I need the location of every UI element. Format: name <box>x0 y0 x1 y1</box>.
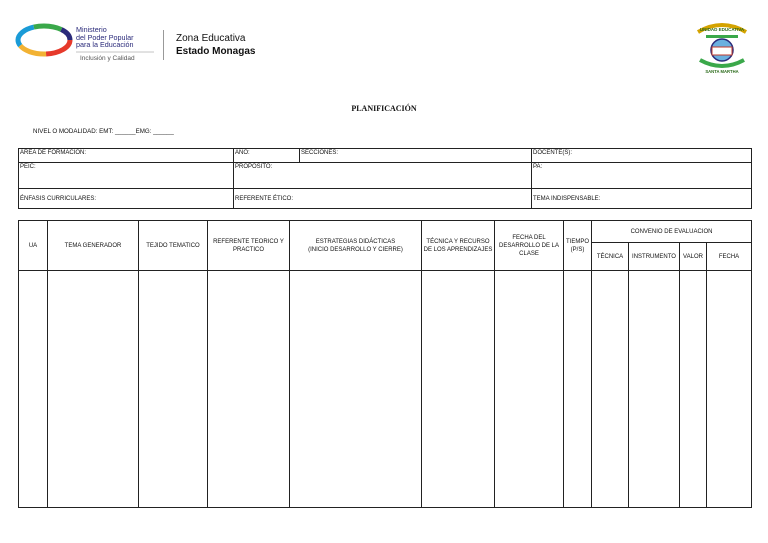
referente-etico-cell: REFERENTE ÉTICO: <box>234 189 532 209</box>
cell-fecha-desarrollo[interactable] <box>495 271 564 508</box>
cell-tejido-tematico[interactable] <box>139 271 208 508</box>
area-formacion-cell: ÁREA DE FORMACIÓN: <box>19 149 234 163</box>
col-tiempo: TIEMPO (P/S) <box>564 221 592 271</box>
secciones-cell: SECCIONES: <box>300 149 532 163</box>
pa-cell: PA: <box>532 163 752 189</box>
cell-ua[interactable] <box>19 271 48 508</box>
planning-table <box>18 220 752 508</box>
cell-tiempo[interactable] <box>564 271 592 508</box>
cell-fecha[interactable] <box>707 271 752 508</box>
peic-cell: PEIC: <box>19 163 234 189</box>
cell-valor[interactable] <box>680 271 707 508</box>
col-convenio-evaluacion: CONVENIO DE EVALUACION <box>592 221 752 243</box>
cell-estrategias[interactable] <box>290 271 422 508</box>
col-tema-generador: TEMA GENERADOR <box>48 221 139 271</box>
proposito-cell: PROPÓSITO: <box>234 163 532 189</box>
col-instrumento: INSTRUMENTO <box>629 243 680 271</box>
school-logo-top-text: UNIDAD EDUCATIVA <box>699 27 745 32</box>
docentes-cell: DOCENTE(S): <box>532 149 752 163</box>
zona-educativa: Zona Educativa <box>176 33 246 44</box>
school-logo-bottom-text: SANTA MARTHA <box>705 69 739 74</box>
cell-tecnica[interactable] <box>592 271 629 508</box>
col-referente-teorico: REFERENTE TEORICO Y PRACTICO <box>208 221 290 271</box>
nivel-modalidad: NIVEL O MODALIDAD: EMT: ______EMG: ______ <box>33 128 174 135</box>
header-divider <box>163 30 164 60</box>
ministry-name <box>76 26 134 49</box>
enfasis-cell: ÉNFASIS CURRICULARES: <box>19 189 234 209</box>
estado-monagas: Estado Monagas <box>176 46 256 57</box>
estrategias-label: ESTRATEGIAS DIDÁCTICAS <box>315 238 396 245</box>
ministry-line-2: del Poder Popular <box>76 32 134 42</box>
cell-tema-generador[interactable] <box>48 271 139 508</box>
table-row <box>19 271 752 508</box>
school-logo <box>692 20 752 76</box>
page-title: PLANIFICACIÓN <box>351 104 417 113</box>
ministry-line-3: para la Educación <box>76 40 134 50</box>
ministry-line-1: Ministerio <box>76 25 107 34</box>
anio-cell: AÑO: <box>234 149 300 163</box>
col-valor: VALOR <box>680 243 707 271</box>
col-ua: UA <box>19 221 48 271</box>
estrategias-sub-label: (INICIO DESARROLLO Y CIERRE) <box>308 246 403 253</box>
col-estrategias <box>290 221 422 271</box>
cell-instrumento[interactable] <box>629 271 680 508</box>
cell-referente-teorico[interactable] <box>208 271 290 508</box>
col-tecnica-recurso: TÉCNICA Y RECURSO DE LOS APRENDIZAJES <box>422 221 495 271</box>
col-tejido-tematico: TEJIDO TEMATICO <box>139 221 208 271</box>
col-tecnica: TÉCNICA <box>592 243 629 271</box>
cell-tecnica-recurso[interactable] <box>422 271 495 508</box>
ministry-tagline: Inclusión y Calidad <box>80 55 135 62</box>
tema-indispensable-cell: TEMA INDISPENSABLE: <box>532 189 752 209</box>
info-table <box>18 148 752 209</box>
col-fecha-desarrollo: FECHA DEL DESARROLLO DE LA CLASE <box>495 221 564 271</box>
col-fecha: FECHA <box>707 243 752 271</box>
